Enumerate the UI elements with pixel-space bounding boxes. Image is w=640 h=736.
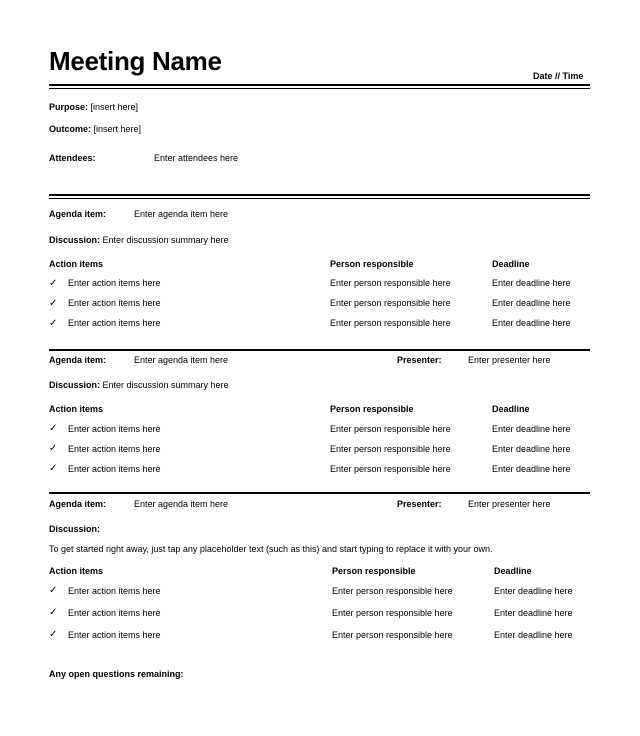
col-person-3: Person responsible [332,566,416,576]
discussion-row-1[interactable] [49,235,229,245]
discussion-label-2: Discussion: [49,380,101,390]
col-deadline-1: Deadline [492,259,530,269]
deadline[interactable]: Enter deadline here [494,586,573,596]
agenda-label-3: Agenda item: [49,499,107,509]
purpose-label: Purpose: [49,102,89,112]
person-responsible[interactable]: Enter person responsible here [332,630,453,640]
deadline[interactable]: Enter deadline here [492,318,571,328]
check-icon: ✓ [49,607,58,618]
check-icon: ✓ [49,298,58,309]
section-divider-2 [49,492,590,494]
col-person-1: Person responsible [330,259,414,269]
person-responsible[interactable]: Enter person responsible here [330,278,451,288]
action-item[interactable]: Enter action items here [68,464,161,474]
action-item[interactable]: Enter action items here [68,278,161,288]
section-divider-1 [49,349,590,351]
check-icon: ✓ [49,585,58,596]
action-item[interactable]: Enter action items here [68,608,161,618]
open-questions-label[interactable]: Any open questions remaining: [49,669,184,679]
meta-rule-top [49,194,590,196]
header-rule-top [49,84,590,86]
agenda-value-3[interactable]: Enter agenda item here [134,499,229,509]
person-responsible[interactable]: Enter person responsible here [332,608,453,618]
person-responsible[interactable]: Enter person responsible here [332,586,453,596]
deadline[interactable]: Enter deadline here [492,424,571,434]
meeting-title[interactable]: Meeting Name [49,46,222,76]
agenda-label-2: Agenda item: [49,355,107,365]
outcome-value[interactable]: [insert here] [91,124,142,134]
discussion-text-3[interactable]: To get started right away, just tap any placeholder text (such as this) and start typing to replace it with your own. [49,544,493,554]
agenda-label-1: Agenda item: [49,209,107,219]
header-rule-bottom [49,88,590,89]
deadline[interactable]: Enter deadline here [492,444,571,454]
col-deadline-3: Deadline [494,566,532,576]
person-responsible[interactable]: Enter person responsible here [330,318,451,328]
outcome-row[interactable] [49,124,141,134]
discussion-value-2[interactable]: Enter discussion summary here [100,380,229,390]
presenter-value-2[interactable]: Enter presenter here [468,355,551,365]
col-deadline-2: Deadline [492,404,530,414]
agenda-value-1[interactable]: Enter agenda item here [134,209,229,219]
date-time[interactable]: Date // Time [533,71,584,81]
outcome-label: Outcome: [49,124,92,134]
agenda-value-2[interactable]: Enter agenda item here [134,355,229,365]
action-item[interactable]: Enter action items here [68,444,161,454]
check-icon: ✓ [49,278,58,289]
attendees-label: Attendees: [49,153,96,163]
deadline[interactable]: Enter deadline here [492,298,571,308]
deadline[interactable]: Enter deadline here [492,464,571,474]
check-icon: ✓ [49,318,58,329]
discussion-label-3: Discussion: [49,524,101,534]
action-item[interactable]: Enter action items here [68,630,161,640]
col-action-1: Action items [49,259,104,269]
deadline[interactable]: Enter deadline here [492,278,571,288]
meta-rule-bottom [49,198,590,199]
action-item[interactable]: Enter action items here [68,424,161,434]
action-item[interactable]: Enter action items here [68,298,161,308]
check-icon: ✓ [49,423,58,434]
person-responsible[interactable]: Enter person responsible here [330,464,451,474]
check-icon: ✓ [49,463,58,474]
action-item[interactable]: Enter action items here [68,318,161,328]
discussion-label-1: Discussion: [49,235,101,245]
presenter-label-2: Presenter: [397,355,442,365]
attendees-value[interactable]: Enter attendees here [154,153,239,163]
check-icon: ✓ [49,443,58,454]
purpose-row[interactable] [49,102,138,112]
purpose-value[interactable]: [insert here] [88,102,139,112]
deadline[interactable]: Enter deadline here [494,630,573,640]
col-person-2: Person responsible [330,404,414,414]
person-responsible[interactable]: Enter person responsible here [330,444,451,454]
presenter-label-3: Presenter: [397,499,442,509]
deadline[interactable]: Enter deadline here [494,608,573,618]
col-action-2: Action items [49,404,104,414]
action-item[interactable]: Enter action items here [68,586,161,596]
col-action-3: Action items [49,566,104,576]
discussion-value-1[interactable]: Enter discussion summary here [100,235,229,245]
person-responsible[interactable]: Enter person responsible here [330,298,451,308]
person-responsible[interactable]: Enter person responsible here [330,424,451,434]
discussion-row-2[interactable] [49,380,229,390]
presenter-value-3[interactable]: Enter presenter here [468,499,551,509]
check-icon: ✓ [49,629,58,640]
